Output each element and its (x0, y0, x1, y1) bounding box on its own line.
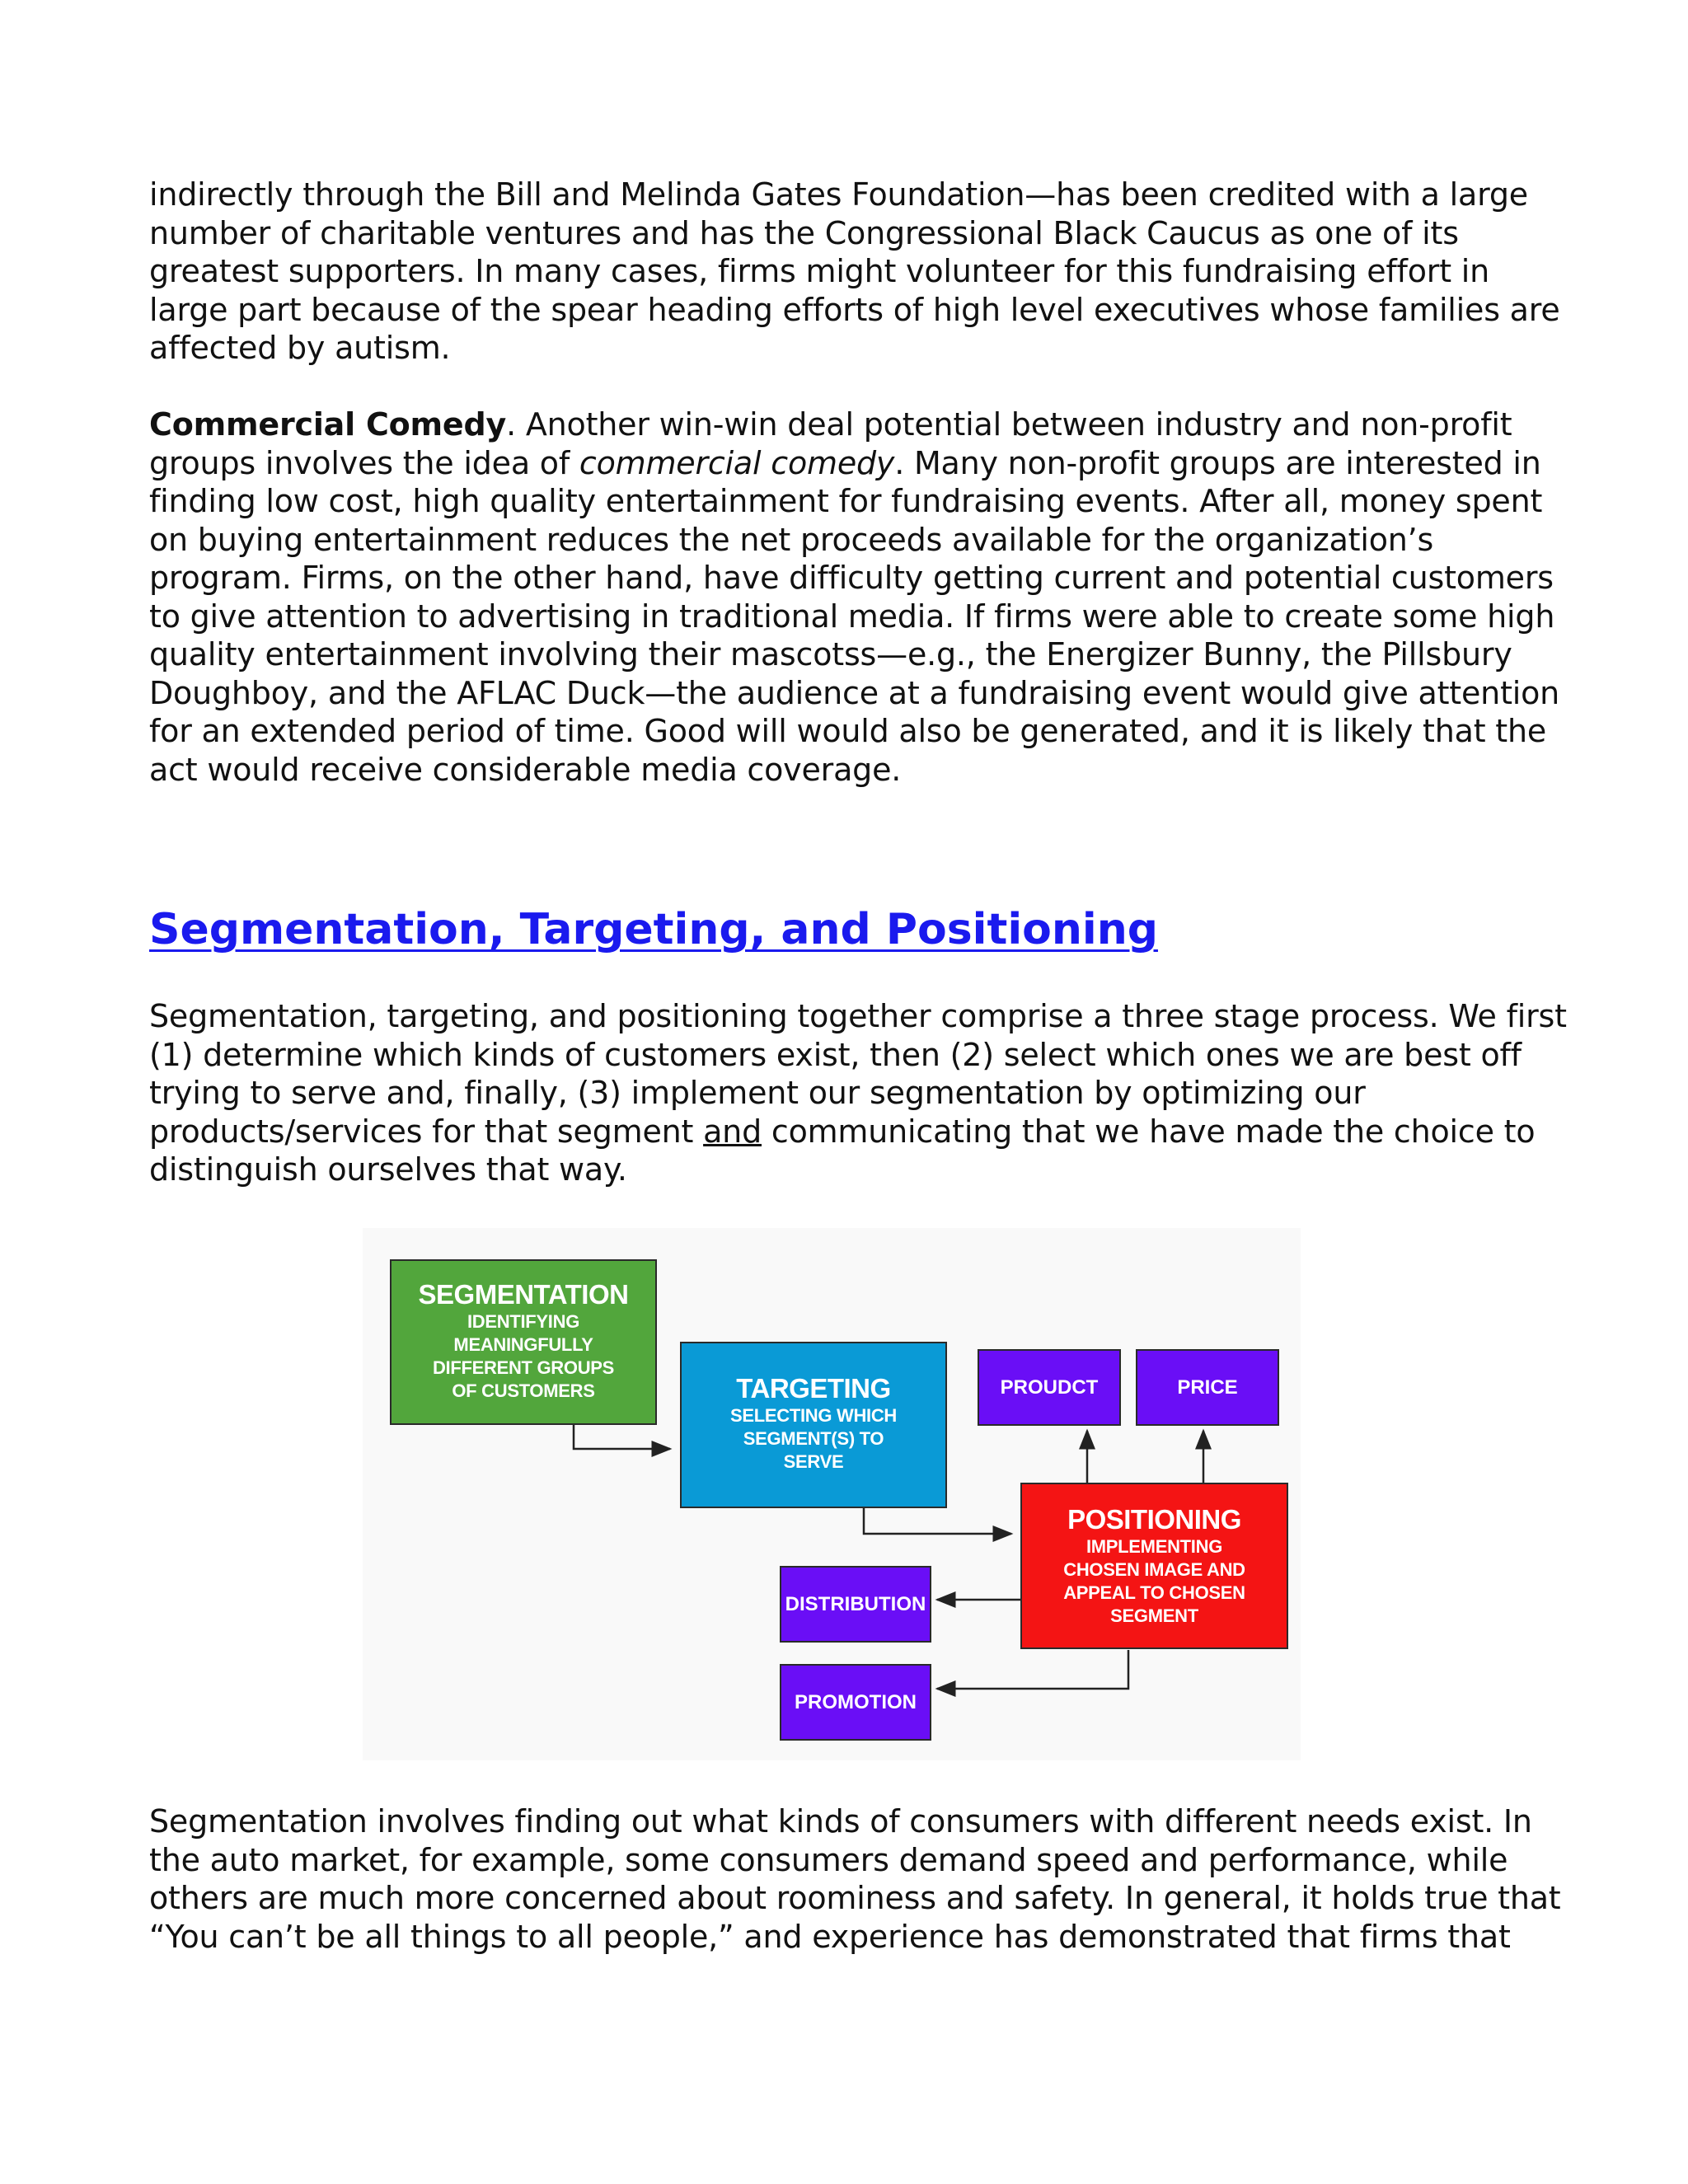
positioning-line: CHOSEN IMAGE AND (1063, 1559, 1245, 1580)
text-line: program. Firms, on the other hand, have difficulty getting current and potential customers (149, 560, 1554, 596)
paragraph-commercial-comedy (149, 405, 1560, 789)
promotion-box (780, 1664, 931, 1741)
text-line (149, 444, 1550, 483)
paragraph-gates-foundation (149, 176, 1560, 368)
positioning-title: POSITIONING (1067, 1504, 1241, 1535)
paragraph-segmentation-detail (149, 1802, 1561, 1956)
segmentation-line: DIFFERENT GROUPS (432, 1357, 615, 1378)
positioning-line: IMPLEMENTING (1085, 1536, 1223, 1557)
text-line: “You can’t be all things to all people,” and experience has demonstrated that firms that (149, 1918, 1511, 1955)
promotion-label: PROMOTION (795, 1690, 917, 1713)
segmentation-title: SEGMENTATION (418, 1279, 629, 1310)
text-line: the auto market, for example, some consumers demand speed and performance, while (149, 1841, 1508, 1878)
text-line: indirectly through the Bill and Melinda Gates Foundation—has been credited with a large (149, 176, 1528, 213)
text-line: on buying entertainment reduces the net proceeds available for the organization’s (149, 521, 1434, 558)
product-box (978, 1349, 1121, 1426)
text-line (149, 1113, 1550, 1151)
product-label: PROUDCT (1000, 1376, 1099, 1399)
paragraph-stp-intro (149, 997, 1567, 1189)
text-line: large part because of the spear heading efforts of high level executives whose families are (149, 291, 1560, 328)
text-line: distinguish ourselves that way. (149, 1151, 627, 1188)
positioning-line: APPEAL TO CHOSEN (1063, 1582, 1245, 1603)
text-line: quality entertainment involving their mascotss—e.g., the Energizer Bunny, the Pillsbury (149, 636, 1512, 673)
text-run: products/services for that segment (149, 1113, 704, 1150)
targeting-line: SERVE (783, 1451, 844, 1472)
targeting-line: SEGMENT(S) TO (743, 1428, 884, 1449)
text-run: . Many non-profit groups are interested in (894, 444, 1541, 481)
text-line: affected by autism. (149, 330, 451, 366)
targeting-title: TARGETING (736, 1373, 891, 1404)
stp-process-diagram (363, 1228, 1301, 1760)
section-heading-link[interactable]: Segmentation, Targeting, and Positioning (149, 905, 1158, 954)
distribution-box (780, 1566, 931, 1643)
text-line: Segmentation, targeting, and positioning together comprise a three stage process. We first (149, 998, 1567, 1034)
targeting-line: SELECTING WHICH (729, 1405, 898, 1426)
text-line: to give attention to advertising in traditional media. If firms were able to create some high (149, 598, 1555, 635)
price-box (1136, 1349, 1279, 1426)
distribution-label: DISTRIBUTION (785, 1592, 926, 1615)
arrow-target-to-position (864, 1508, 1011, 1534)
text-line: others are much more concerned about roominess and safety. In general, it holds true that (149, 1880, 1561, 1916)
segmentation-line: IDENTIFYING (467, 1311, 580, 1332)
text-line: Segmentation involves finding out what kinds of consumers with different needs exist. In (149, 1803, 1532, 1840)
positioning-line: SEGMENT (1110, 1605, 1198, 1626)
text-run: . Another win-win deal potential between industry and non-profit (506, 406, 1512, 443)
text-line: (1) determine which kinds of customers exist, then (2) select which ones we are best off (149, 1036, 1522, 1073)
segmentation-box (390, 1259, 657, 1425)
italic-term: commercial comedy (579, 444, 895, 481)
text-line: number of charitable ventures and has the Congressional Black Caucus as one of its (149, 214, 1459, 251)
text-line: greatest supporters. In many cases, firms might volunteer for this fundraising effort in (149, 253, 1490, 289)
arrow-position-to-promotion (937, 1650, 1128, 1689)
bold-term: Commercial Comedy (149, 406, 507, 443)
segmentation-line: OF CUSTOMERS (452, 1380, 595, 1401)
text-run: groups involves the idea of (149, 444, 579, 481)
arrow-seg-to-target (574, 1425, 670, 1449)
text-run: communicating that we have made the choice to (762, 1113, 1536, 1150)
text-line (149, 405, 1550, 444)
price-label: PRICE (1177, 1376, 1238, 1399)
text-line: Doughboy, and the AFLAC Duck—the audience at a fundraising event would give attention (149, 674, 1560, 711)
targeting-box (680, 1342, 947, 1508)
positioning-box (1020, 1483, 1288, 1649)
text-line: trying to serve and, finally, (3) implement our segmentation by optimizing our (149, 1075, 1366, 1111)
text-line: act would receive considerable media coverage. (149, 751, 902, 788)
text-line: for an extended period of time. Good will would also be generated, and it is likely that the (149, 713, 1547, 749)
text-line: finding low cost, high quality entertainment for fundraising events. After all, money spent (149, 483, 1543, 519)
segmentation-line: MEANINGFULLY (453, 1334, 593, 1355)
underlined-word: and (703, 1113, 762, 1150)
